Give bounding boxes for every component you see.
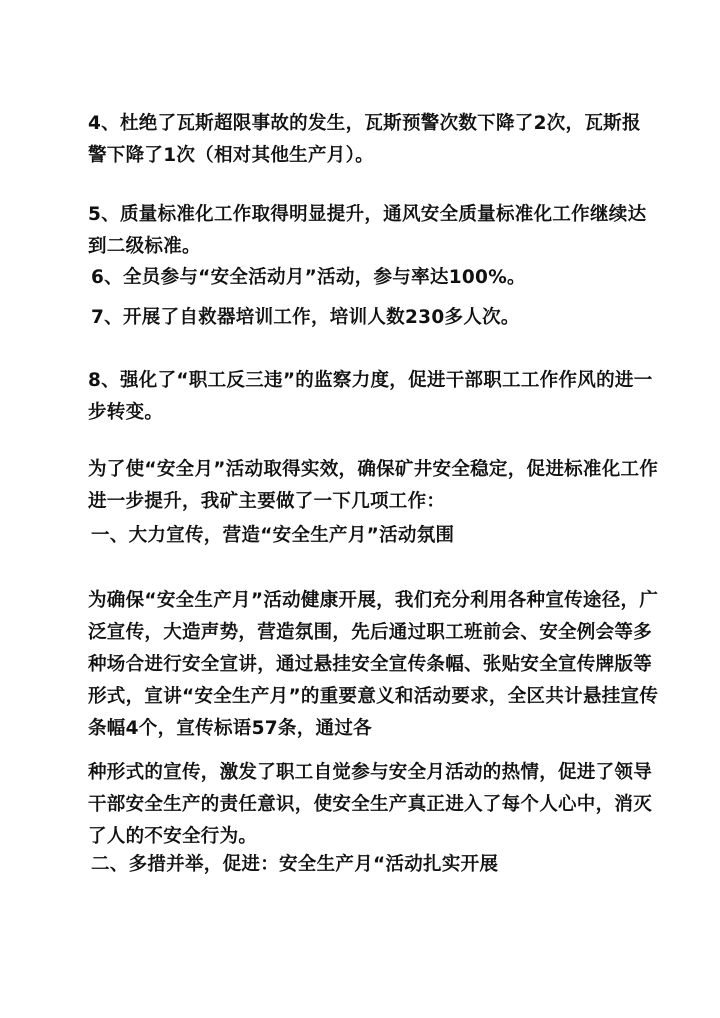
paragraph-line: 7、开展了自救器培训工作，培训人数230多人次。 (91, 307, 520, 328)
paragraph-item-5 (88, 199, 648, 263)
paragraph-body-1 (88, 585, 659, 745)
paragraph-line: 4、杜绝了瓦斯超限事故的发生，瓦斯预警次数下降了2次，瓦斯报 (88, 113, 641, 134)
paragraph-line: 干部安全生产的责任意识，使安全生产真正进入了每个人心中，消灭 (88, 794, 653, 815)
paragraph-item-6 (91, 262, 651, 294)
paragraph-line: 种形式的宣传，激发了职工自觉参与安全月活动的热情，促进了领导 (88, 762, 653, 783)
paragraph-line: 6、全员参与“安全活动月”活动，参与率达100%。 (91, 267, 526, 288)
section-heading-2 (91, 849, 651, 881)
paragraph-line: 条幅4个，宣传标语57条，通过各 (88, 718, 372, 739)
paragraph-line: 警下降了1次（相对其他生产月）。 (88, 145, 374, 166)
paragraph-line: 步转变。 (88, 402, 164, 423)
section-heading-1 (91, 520, 651, 552)
paragraph-line: 8、强化了“职工反三违”的监察力度，促进干部职工工作作风的进一 (88, 370, 653, 391)
paragraph-line: 种场合进行安全宣讲，通过悬挂安全宣传条幅、张贴安全宣传牌版等 (88, 654, 653, 675)
paragraph-item-4 (88, 108, 648, 172)
heading-line: 二、多措并举，促进：安全生产月“活动扎实开展 (91, 854, 499, 875)
heading-line: 一、大力宣传，营造“安全生产月”活动氛围 (91, 525, 455, 546)
paragraph-line: 进一步提升，我矿主要做了一下几项工作： (88, 491, 446, 512)
paragraph-line: 为确保“安全生产月”活动健康开展，我们充分利用各种宣传途径，广 (88, 590, 659, 611)
paragraph-item-8 (88, 365, 653, 429)
paragraph-body-2 (88, 757, 653, 853)
paragraph-intro (88, 454, 659, 518)
paragraph-item-7 (91, 302, 651, 334)
paragraph-line: 5、质量标准化工作取得明显提升，通风安全质量标准化工作继续达 (88, 204, 647, 225)
paragraph-line: 为了使“安全月”活动取得实效，确保矿井安全稳定，促进标准化工作 (88, 459, 659, 480)
paragraph-line: 形式，宣讲“安全生产月”的重要意义和活动要求，全区共计悬挂宣传 (88, 686, 659, 707)
paragraph-line: 泛宣传，大造声势，营造氛围，先后通过职工班前会、安全例会等多 (88, 622, 653, 643)
paragraph-line: 了人的不安全行为。 (88, 826, 258, 847)
paragraph-line: 到二级标准。 (88, 236, 201, 257)
